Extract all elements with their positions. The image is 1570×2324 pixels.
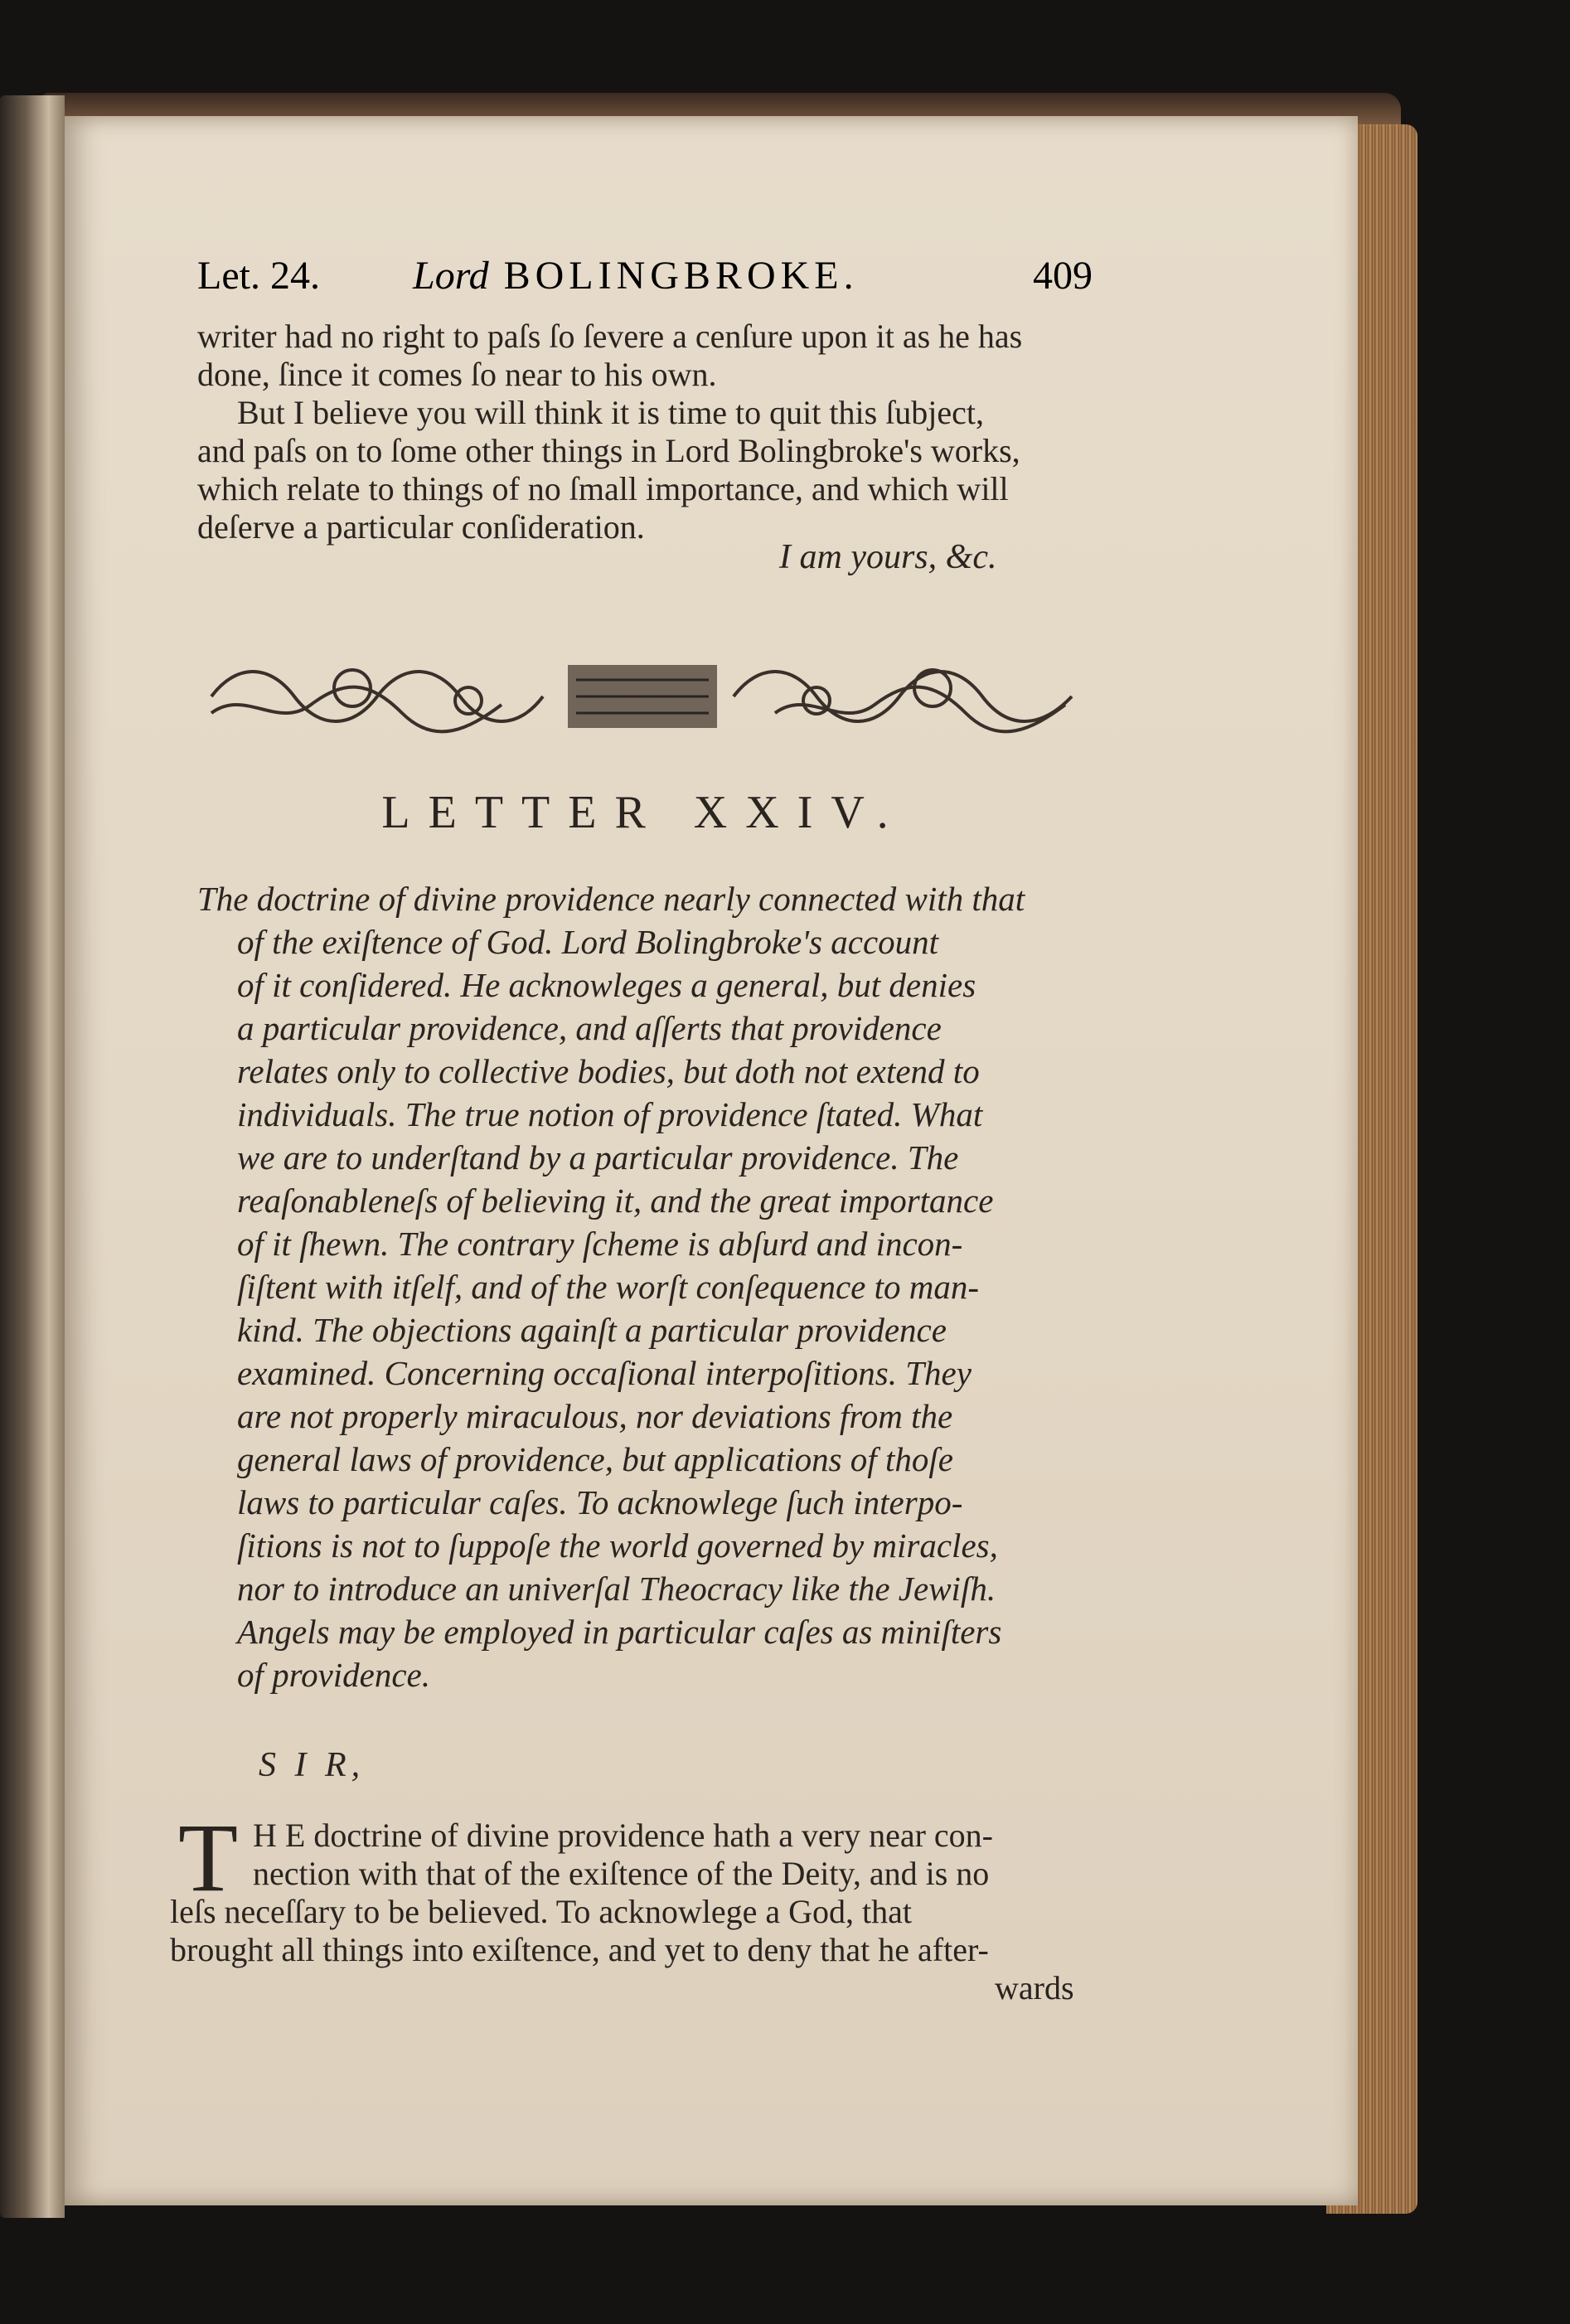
continuation-line-2: done, ſince it comes ſo near to his own. [197,356,717,393]
drop-cap: T [178,1803,239,1912]
header-title [413,253,859,298]
opening-line-2: nection with that of the exiſtence of the Deity, and is no [253,1855,990,1892]
summary-line-10: ſiſtent with itſelf, and of the worſt conſequence to man- [237,1268,980,1306]
letter-title [0,786,1570,839]
summary-line-6: individuals. The true notion of providence ſtated. What [237,1095,983,1133]
continuation-line-4: and paſs on to ſome other things in Lord Bolingbroke's works, [197,432,1020,469]
summary-line-13: are not properly miraculous, nor deviations from the [237,1397,953,1435]
summary-line-18: Angels may be employed in particular caſes as miniſters [237,1613,1002,1651]
summary-line-4: a particular providence, and aſſerts that providence [237,1009,942,1047]
header-title-caps: BOLINGBROKE. [503,254,859,298]
catchword: wards [995,1969,1074,2006]
header-title-italic: Lord [413,254,489,298]
summary-line-9: of it ſhewn. The contrary ſcheme is abſurd and incon- [237,1225,963,1263]
left-page-edge [0,95,65,2218]
summary-line-19: of providence. [237,1656,431,1694]
summary-line-16: ſitions is not to ſuppoſe the world governed by miracles, [237,1526,998,1565]
letter-title-text: LETTER XXIV. [381,787,907,838]
summary-line-15: laws to particular caſes. To acknowlege ſuch interpo- [237,1483,963,1521]
summary-line-8: reaſonableneſs of believing it, and the great importance [237,1181,994,1220]
continuation-line-6: deſerve a particular conſideration. [197,508,645,546]
continuation-line-1: writer had no right to paſs ſo ſevere a cenſure upon it as he has [197,318,1023,355]
signoff: I am yours, &c. [779,538,997,576]
summary-line-11: kind. The objections againſt a particular providence [237,1311,947,1349]
summary-line-14: general laws of providence, but applications of thoſe [237,1440,953,1478]
summary-line-7: we are to underſtand by a particular providence. The [237,1138,959,1177]
summary-line-17: nor to introduce an univerſal Theocracy like the Jewiſh. [237,1570,996,1608]
page-number: 409 [1033,254,1093,298]
continuation-line-5: which relate to things of no ſmall importance, and which will [197,470,1009,507]
summary-line-2: of the exiſtence of God. Lord Bolingbroke's account [237,923,939,961]
decorative-ornament [203,655,1080,738]
opening-line-1: H E doctrine of divine providence hath a very near con- [253,1817,993,1854]
summary-line-5: relates only to collective bodies, but doth not extend to [237,1052,980,1090]
summary-line-12: examined. Concerning occaſional interpoſitions. They [237,1354,972,1392]
opening-line-4: brought all things into exiſtence, and yet to deny that he after- [170,1931,989,1968]
opening-line-3: leſs neceſſary to be believed. To acknowlege a God, that [170,1893,913,1930]
summary-line-1: The doctrine of divine providence nearly connected with that [197,880,1025,918]
summary-line-3: of it conſidered. He acknowleges a general, but denies [237,966,976,1004]
salutation: S I R, [259,1746,366,1784]
continuation-line-3: But I believe you will think it is time to quit this ſubject, [237,394,985,431]
running-header [197,253,1093,303]
header-letter-ref: Let. 24. [197,254,320,298]
